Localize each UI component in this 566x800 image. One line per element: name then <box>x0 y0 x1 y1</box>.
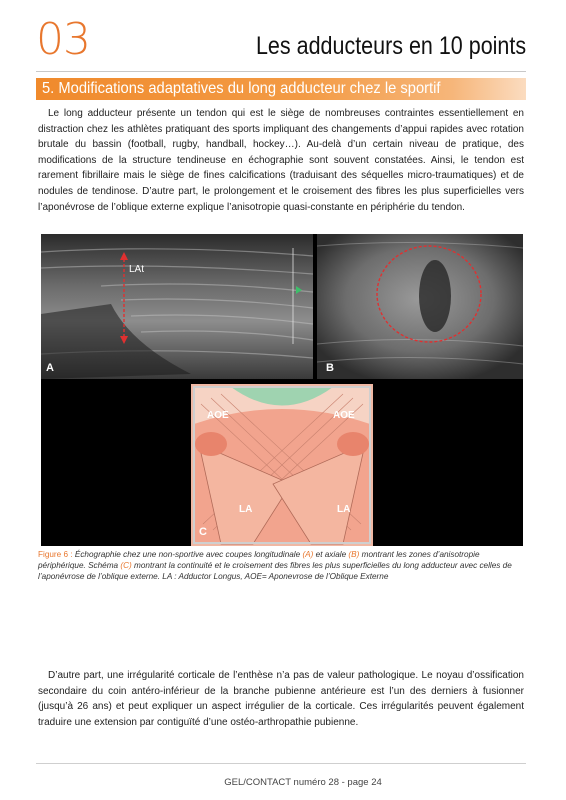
caption-ref-b: (B) <box>348 550 360 559</box>
caption-text-2: et axiale <box>313 550 349 559</box>
panel-c-letter: C <box>199 526 207 538</box>
caption-text-1: Échographie chez une non-sportive avec coupes longitudinale <box>72 550 303 559</box>
panel-a-label: LAt <box>129 264 145 275</box>
section-title-bar <box>36 78 526 100</box>
schema-label-aoe-right: AOE <box>333 410 355 421</box>
schema-label-la-right: LA <box>337 504 351 515</box>
footer-rule <box>36 763 526 764</box>
anatomical-schema <box>191 384 373 546</box>
section-title: 5. Modifications adaptatives du long adducteur chez le sportif <box>42 80 441 97</box>
caption-text-3: montrant les zones d’anisotropie périphérique. Schéma <box>38 550 480 570</box>
schema-label-la-left: LA <box>239 504 253 515</box>
ultrasound-longitudinal-image <box>41 234 313 379</box>
header-rule <box>36 71 526 72</box>
panel-a-letter: A <box>46 362 54 374</box>
caption-ref-a: (A) <box>302 550 314 559</box>
panel-b-letter: B <box>326 362 334 374</box>
header-title: Les adducteurs en 10 points <box>255 32 526 60</box>
intro-paragraph: Le long adducteur présente un tendon qui est le siège de nombreuses contraintes essentiellement en distraction chez les athlètes pratiquant des sports impliquant des changements d’appui rapides avec rotation brutale du bassin (football, rugby, handball, hockey…). Au-delà d’un certain niveau de pratique, des modifications de la structure tendineuse en échographie sont souvent constatées. Ainsi, le tendon est rarement fibrillaire mais le siège de fines calcifications (traduisant des séquelles micro-traumatiques) et de nodules de tendinose. D’autre part, le prolongement et le croisement des fibres les plus superficielles vers l’aponévrose de l’oblique externe explique l’anisotropie quasi-constante en périphérie du tendon. <box>38 108 524 213</box>
caption-text-4: montrant la continuité et le croisement des fibres les plus superficielles du long adducteur avec celles de l’aponévrose de l’oblique externe. LA : Adductor Longus, AOE= Aponevrose de l’Oblique Externe <box>38 561 512 581</box>
figure-6 <box>41 234 523 546</box>
conclusion-paragraph: D’autre part, une irrégularité corticale de l’enthèse n’a pas de valeur pathologique. Le noyau d’ossification secondaire du coin antéro-inférieur de la branche pubienne antérieure est l’un des derniers à fusionner (jusqu’à 26 ans) et peut expliquer un aspect irrégulier de la corticale. Ces irrégularités peuvent également traduire une extension par contiguïté d’une ostéo-arthropathie pubienne. <box>38 670 524 728</box>
ultrasound-axial-image <box>317 234 523 379</box>
chapter-number: 03 <box>36 14 90 65</box>
page-footer: GEL/CONTACT numéro 28 - page 24 <box>224 777 382 788</box>
caption-figure-label: Figure 6 : <box>38 550 73 559</box>
schema-label-aoe-left: AOE <box>207 410 229 421</box>
caption-ref-c: (C) <box>120 561 132 570</box>
figure-caption <box>38 549 526 582</box>
